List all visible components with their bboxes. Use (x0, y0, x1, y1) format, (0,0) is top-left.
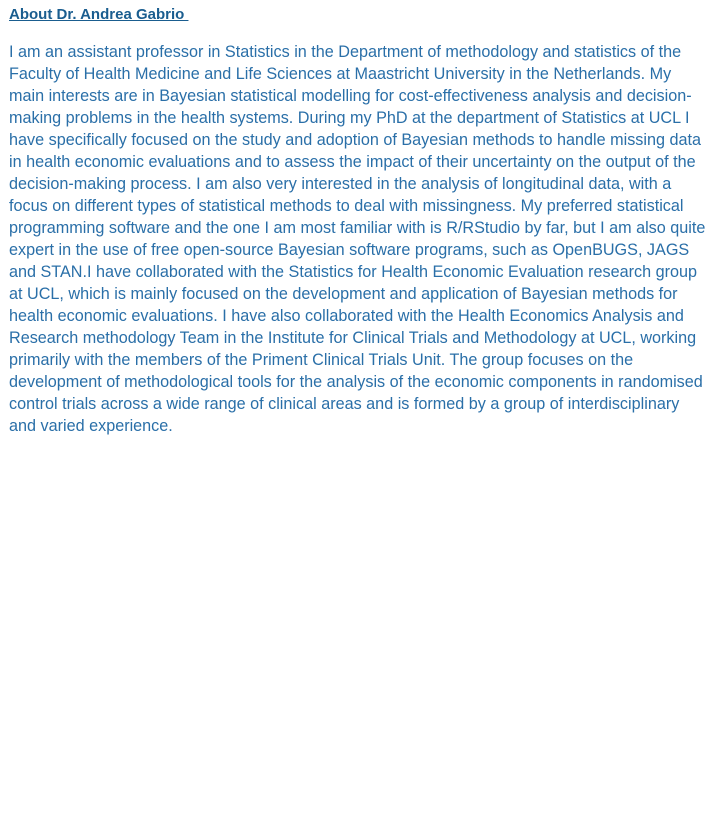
author-bio-paragraph: I am an assistant professor in Statistics in the Department of methodology and statistics of the Faculty of Health Medicine and Life Sciences at Maastricht University in the Netherlands. My main interests are in Bayesian statistical modelling for cost-effectiveness analysis and decision-making problems in the health systems. During my PhD at the department of Statistics at UCL I have specifically focused on the study and adoption of Bayesian methods to handle missing data in health economic evaluations and to assess the impact of their uncertainty on the output of the decision-making process. I am also very interested in the analysis of longitudinal data, with a focus on different types of statistical methods to deal with missingness. My preferred statistical programming software and the one I am most familiar with is R/RStudio by far, but I am also quite expert in the use of free open-source Bayesian software programs, such as OpenBUGS, JAGS and STAN.I have collaborated with the Statistics for Health Economic Evaluation research group at UCL, which is mainly focused on the development and application of Bayesian methods for health economic evaluations. I have also collaborated with the Health Economics Analysis and Research methodology Team in the Institute for Clinical Trials and Methodology at UCL, working primarily with the members of the Priment Clinical Trials Unit. The group focuses on the development of methodological tools for the analysis of the economic components in randomised control trials across a wide range of clinical areas and is formed by a group of interdisciplinary and varied experience. (9, 43, 706, 435)
about-author-link[interactable]: About Dr. Andrea Gabrio (9, 6, 189, 23)
